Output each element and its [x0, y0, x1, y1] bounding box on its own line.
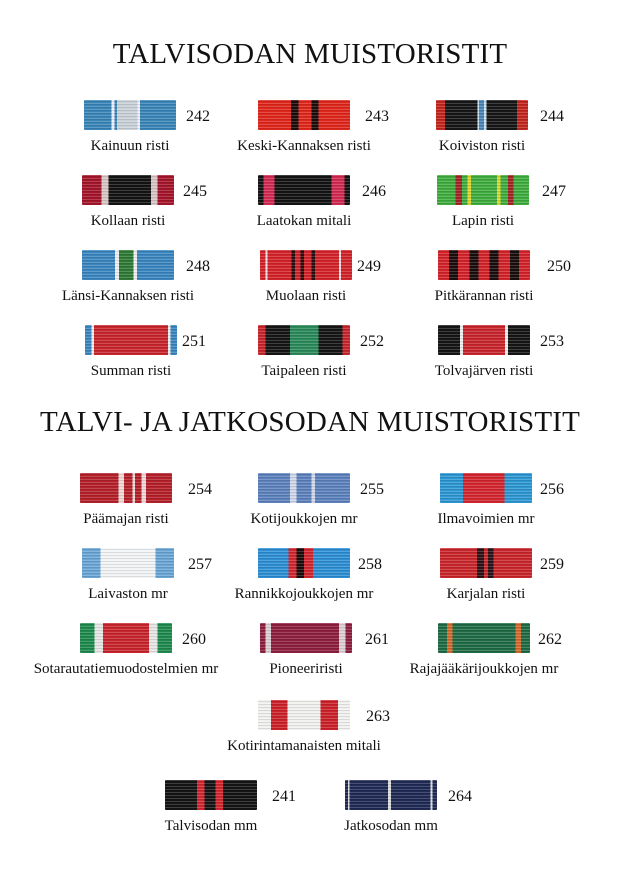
ribbon-number: 248 [186, 258, 210, 275]
ribbon-item [436, 100, 616, 170]
ribbon-bar-image [437, 175, 529, 205]
ribbon-number: 246 [362, 183, 386, 200]
ribbon-item [434, 325, 618, 395]
ribbon-label: Länsi-Kannaksen risti [61, 288, 195, 304]
ribbon-number: 257 [188, 556, 212, 573]
ribbon-item [345, 780, 525, 850]
ribbon-bar-image [258, 175, 350, 205]
ribbon-label: Laivaston mr [88, 586, 168, 602]
ribbon-label: Kainuun risti [90, 138, 170, 154]
section-title-winter-continuation-war: TALVI- JA JATKOSODAN MUISTORISTIT [40, 406, 580, 438]
ribbon-label: Muolaan risti [265, 288, 347, 304]
ribbon-label: Laatokan mitali [256, 213, 352, 229]
ribbon-label: Summan risti [90, 363, 172, 379]
ribbon-number: 244 [540, 108, 564, 125]
ribbon-label: Lapin risti [451, 213, 515, 229]
ribbon-number: 260 [182, 631, 206, 648]
ribbon-number: 259 [540, 556, 564, 573]
ribbon-label: Karjalan risti [446, 586, 526, 602]
ribbon-bar-image [260, 250, 352, 280]
ribbon-label: Kotirintamanaisten mitali [227, 738, 381, 754]
ribbon-bar-image [258, 325, 350, 355]
ribbon-item [82, 548, 262, 618]
ribbon-label: Rannikkojoukkojen mr [234, 586, 374, 602]
ribbon-item [437, 473, 620, 543]
ribbon-number: 242 [186, 108, 210, 125]
ribbon-label: Pioneeriristi [269, 661, 343, 677]
ribbon-bar-image [85, 325, 177, 355]
ribbon-bar-image [165, 780, 257, 810]
ribbon-item [85, 325, 265, 395]
ribbon-bar-image [80, 623, 172, 653]
ribbon-item [33, 623, 260, 693]
ribbon-number: 252 [360, 333, 384, 350]
ribbon-item [84, 100, 264, 170]
ribbon-item [82, 175, 262, 245]
ribbon-item [250, 473, 438, 543]
ribbon-label: Pitkärannan risti [434, 288, 534, 304]
ribbon-label: Päämajan risti [83, 511, 169, 527]
ribbon-number: 261 [365, 631, 389, 648]
ribbon-label: Talvisodan mm [164, 818, 258, 834]
ribbon-label: Taipaleen risti [261, 363, 347, 379]
ribbon-item [80, 473, 260, 543]
ribbon-label: Kollaan risti [90, 213, 166, 229]
ribbon-bar-image [258, 473, 350, 503]
ribbon-number: 243 [365, 108, 389, 125]
ribbon-bar-image [438, 623, 530, 653]
section-title-winter-war: TALVISODAN MUISTORISTIT [112, 38, 508, 70]
ribbon-item [227, 700, 438, 770]
ribbon-number: 245 [183, 183, 207, 200]
ribbon-item [260, 623, 440, 693]
ribbon-item [437, 175, 617, 245]
ribbon-label: Ilmavoimien mr [437, 511, 535, 527]
ribbon-number: 263 [366, 708, 390, 725]
ribbon-item [258, 325, 438, 395]
ribbon-label: Tolvajärven risti [434, 363, 534, 379]
ribbon-bar-image [258, 548, 350, 578]
ribbon-number: 262 [538, 631, 562, 648]
ribbon-bar-image [440, 473, 532, 503]
ribbon-bar-image [82, 250, 174, 280]
ribbon-bar-image [440, 548, 532, 578]
ribbon-item [440, 548, 620, 618]
ribbon-bar-image [258, 700, 350, 730]
ribbon-number: 249 [357, 258, 381, 275]
ribbon-bar-image [260, 623, 352, 653]
ribbon-item [234, 548, 438, 618]
ribbon-label: Keski-Kannaksen risti [237, 138, 371, 154]
ribbon-number: 264 [448, 788, 472, 805]
ribbon-bar-image [438, 250, 530, 280]
ribbon-item [409, 623, 618, 693]
ribbon-number: 258 [358, 556, 382, 573]
ribbon-bar-image [258, 100, 350, 130]
ribbon-label: Kotijoukkojen mr [250, 511, 358, 527]
ribbon-number: 254 [188, 481, 212, 498]
ribbon-number: 250 [547, 258, 571, 275]
ribbon-bar-image [84, 100, 176, 130]
ribbon-number: 253 [540, 333, 564, 350]
ribbon-bar-image [82, 548, 174, 578]
ribbon-item [260, 250, 440, 320]
ribbon-number: 255 [360, 481, 384, 498]
ribbon-bar-image [80, 473, 172, 503]
ribbon-item [237, 100, 438, 170]
ribbon-label: Koiviston risti [438, 138, 526, 154]
ribbon-bar-image [345, 780, 437, 810]
ribbon-item [434, 250, 618, 320]
ribbon-number: 251 [182, 333, 206, 350]
ribbon-item [258, 175, 438, 245]
ribbon-bar-image [436, 100, 528, 130]
ribbon-number: 241 [272, 788, 296, 805]
ribbon-number: 256 [540, 481, 564, 498]
ribbon-number: 247 [542, 183, 566, 200]
ribbon-label: Rajajääkärijoukkojen mr [409, 661, 559, 677]
ribbon-bar-image [82, 175, 174, 205]
ribbon-label: Sotarautatiemuodostelmien mr [33, 661, 219, 677]
ribbon-bar-image [438, 325, 530, 355]
ribbon-item [61, 250, 262, 320]
ribbon-item [165, 780, 345, 850]
ribbon-label: Jatkosodan mm [344, 818, 438, 834]
